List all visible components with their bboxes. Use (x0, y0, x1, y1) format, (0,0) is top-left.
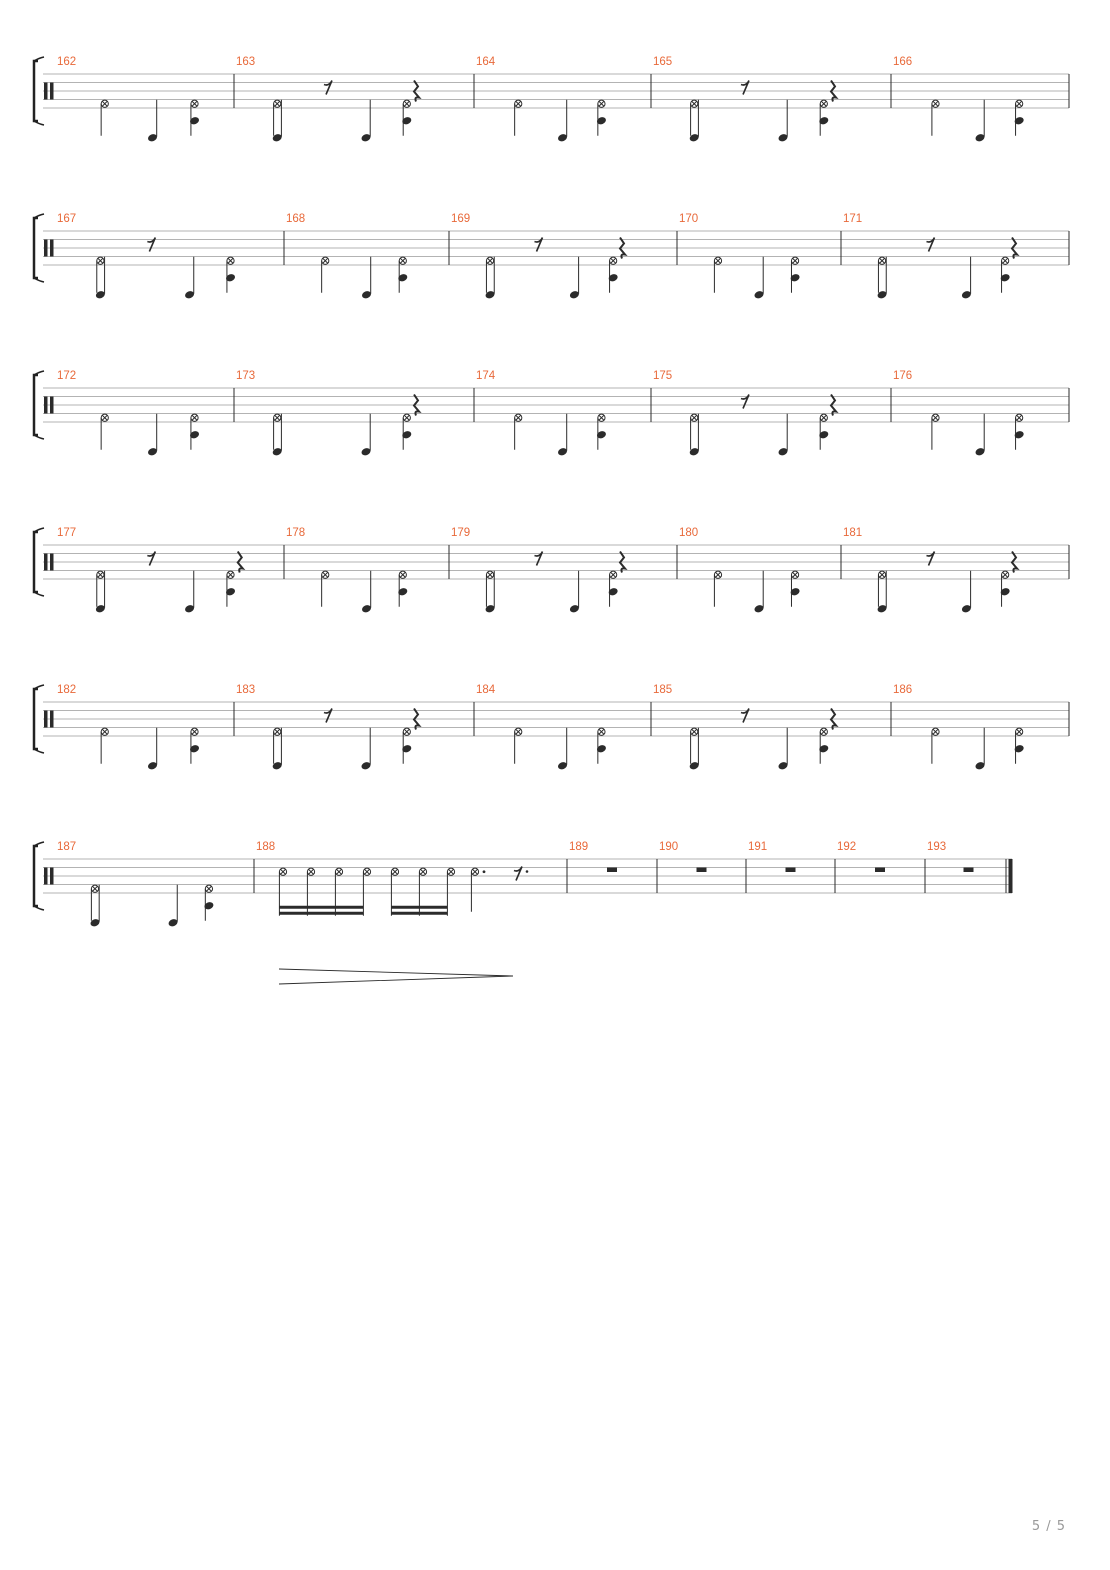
measure-number: 168 (286, 213, 306, 225)
measure-number: 169 (451, 213, 471, 225)
measure-number: 172 (57, 370, 77, 382)
staff-system (34, 684, 1069, 771)
sixteenth-beam (279, 906, 363, 909)
system-bracket (34, 61, 38, 121)
decrescendo-hairpin (279, 969, 513, 984)
whole-rest (875, 868, 885, 873)
bracket-hook (34, 371, 44, 375)
measure-number: 192 (837, 841, 857, 853)
staff-system (34, 213, 1069, 300)
whole-rest (964, 868, 974, 873)
measure-number: 170 (679, 213, 699, 225)
staff-system (34, 841, 1012, 984)
sixteenth-beam (279, 912, 363, 915)
percussion-clef-bar (44, 554, 48, 571)
measure-number: 191 (748, 841, 768, 853)
measure-number: 188 (256, 841, 276, 853)
bracket-hook (34, 685, 44, 689)
measure-number: 165 (653, 56, 673, 68)
augmentation-dot (483, 870, 486, 873)
measure-number: 181 (843, 527, 863, 539)
measure-number: 162 (57, 56, 77, 68)
bracket-hook (34, 842, 44, 846)
staff-system (34, 56, 1069, 143)
system-bracket (34, 218, 38, 278)
percussion-clef-bar (44, 240, 48, 257)
measure-number: 163 (236, 56, 256, 68)
percussion-clef-bar (50, 868, 54, 885)
system-bracket (34, 532, 38, 592)
staff-system (34, 370, 1069, 457)
staff-system (34, 527, 1069, 614)
eighth-rest (514, 867, 522, 881)
bracket-hook (34, 592, 44, 596)
measure (256, 841, 528, 984)
sixteenth-beam (391, 906, 447, 909)
bracket-hook (34, 278, 44, 282)
percussion-clef-bar (44, 397, 48, 414)
measure-number: 189 (569, 841, 589, 853)
percussion-clef-bar (44, 83, 48, 100)
bracket-hook (34, 214, 44, 218)
augmentation-dot (526, 870, 529, 873)
measure-number: 187 (57, 841, 77, 853)
bracket-hook (34, 749, 44, 753)
measure-number: 190 (659, 841, 679, 853)
system-bracket (34, 375, 38, 435)
page-number: 5 / 5 (1031, 1519, 1066, 1534)
measure-number: 186 (893, 684, 913, 696)
bracket-hook (34, 57, 44, 61)
measure-number: 176 (893, 370, 913, 382)
measure-number: 171 (843, 213, 863, 225)
measure-number: 193 (927, 841, 947, 853)
measure-number: 175 (653, 370, 673, 382)
system-bracket (34, 846, 38, 906)
measure-number: 180 (679, 527, 699, 539)
measure-number: 179 (451, 527, 471, 539)
percussion-clef-bar (50, 397, 54, 414)
percussion-clef-bar (50, 83, 54, 100)
percussion-clef-bar (50, 240, 54, 257)
bracket-hook (34, 121, 44, 125)
percussion-clef-bar (50, 711, 54, 728)
percussion-clef-bar (50, 554, 54, 571)
percussion-clef-bar (44, 711, 48, 728)
whole-rest (607, 868, 617, 873)
system-bracket (34, 689, 38, 749)
measure-number: 185 (653, 684, 673, 696)
measure-number: 174 (476, 370, 496, 382)
whole-rest (697, 868, 707, 873)
staff-systems (34, 56, 1069, 984)
measure-number: 166 (893, 56, 913, 68)
percussion-clef-bar (44, 868, 48, 885)
measure-number: 167 (57, 213, 77, 225)
measure-number: 183 (236, 684, 256, 696)
sixteenth-beam (391, 912, 447, 915)
measure-number: 182 (57, 684, 77, 696)
measure-number: 164 (476, 56, 496, 68)
bracket-hook (34, 528, 44, 532)
measure-number: 173 (236, 370, 256, 382)
bracket-hook (34, 906, 44, 910)
bracket-hook (34, 435, 44, 439)
measure-number: 178 (286, 527, 306, 539)
measure-number: 184 (476, 684, 496, 696)
measure-number: 177 (57, 527, 77, 539)
whole-rest (786, 868, 796, 873)
